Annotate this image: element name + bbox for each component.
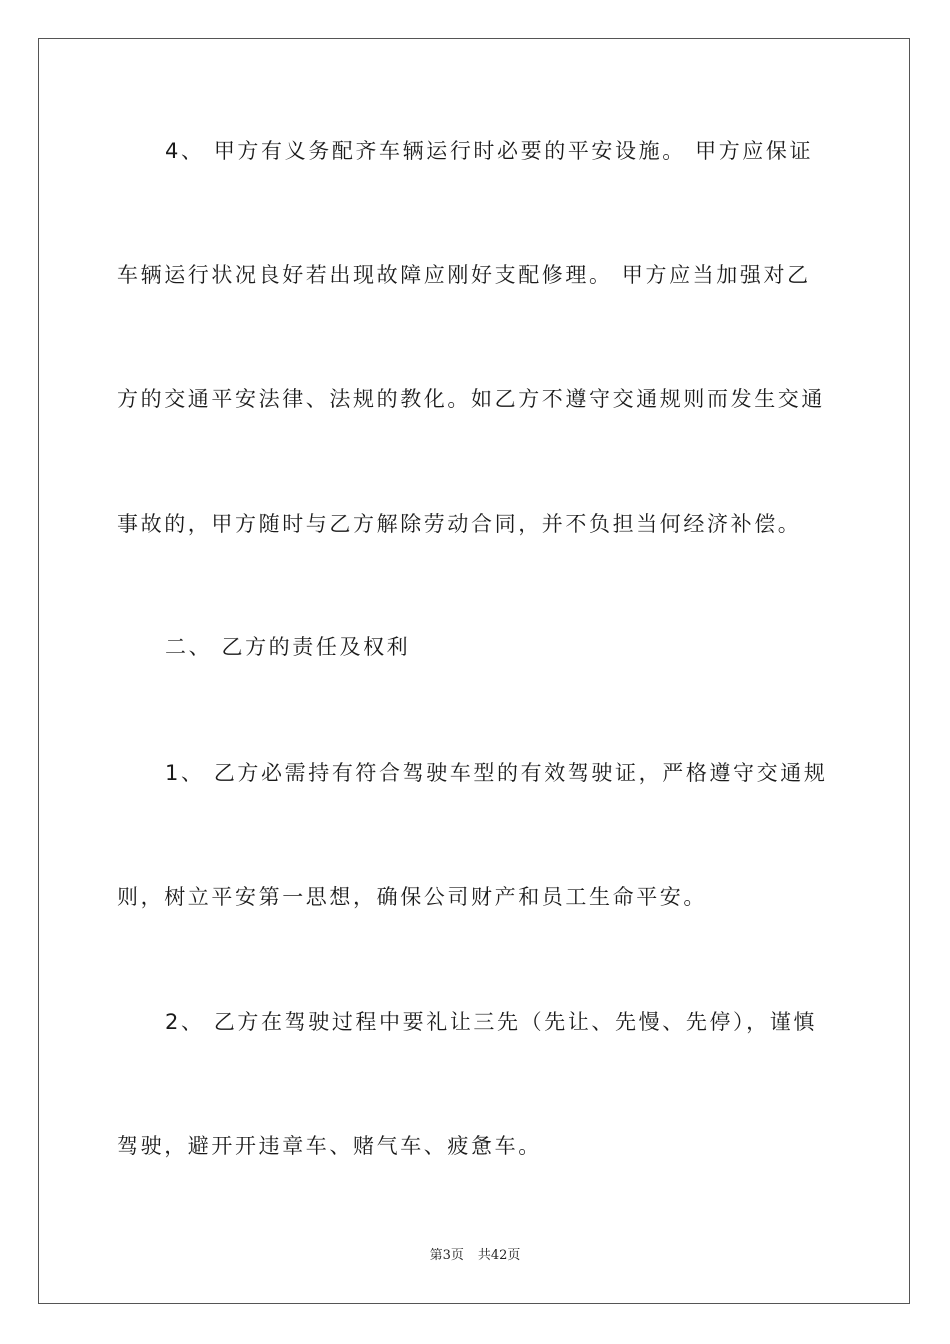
paragraph-line: 事故的，甲方随时与乙方解除劳动合同，并不负担当何经济补偿。 — [117, 512, 802, 536]
paragraph-line: 2、 乙方在驾驶过程中要礼让三先（先让、先慢、先停），谨慎 — [165, 1010, 817, 1034]
page-footer — [0, 1247, 950, 1265]
section-heading: 二、 乙方的责任及权利 — [165, 635, 411, 659]
page-total: 共42页 — [477, 1248, 521, 1263]
paragraph-line: 则，树立平安第一思想，确保公司财产和员工生命平安。 — [117, 885, 707, 909]
paragraph-line: 方的交通平安法律、法规的教化。如乙方不遵守交通规则而发生交通 — [117, 387, 825, 411]
page-border — [38, 38, 910, 1304]
page-number: 第3页 — [429, 1248, 464, 1263]
paragraph-line: 车辆运行状况良好若出现故障应刚好支配修理。 甲方应当加强对乙 — [117, 263, 811, 287]
paragraph-line: 驾驶，避开开违章车、赌气车、疲惫车。 — [117, 1134, 542, 1158]
paragraph-line: 4、 甲方有义务配齐车辆运行时必要的平安设施。 甲方应保证 — [165, 139, 814, 163]
paragraph-line: 1、 乙方必需持有符合驾驶车型的有效驾驶证，严格遵守交通规 — [165, 761, 828, 785]
